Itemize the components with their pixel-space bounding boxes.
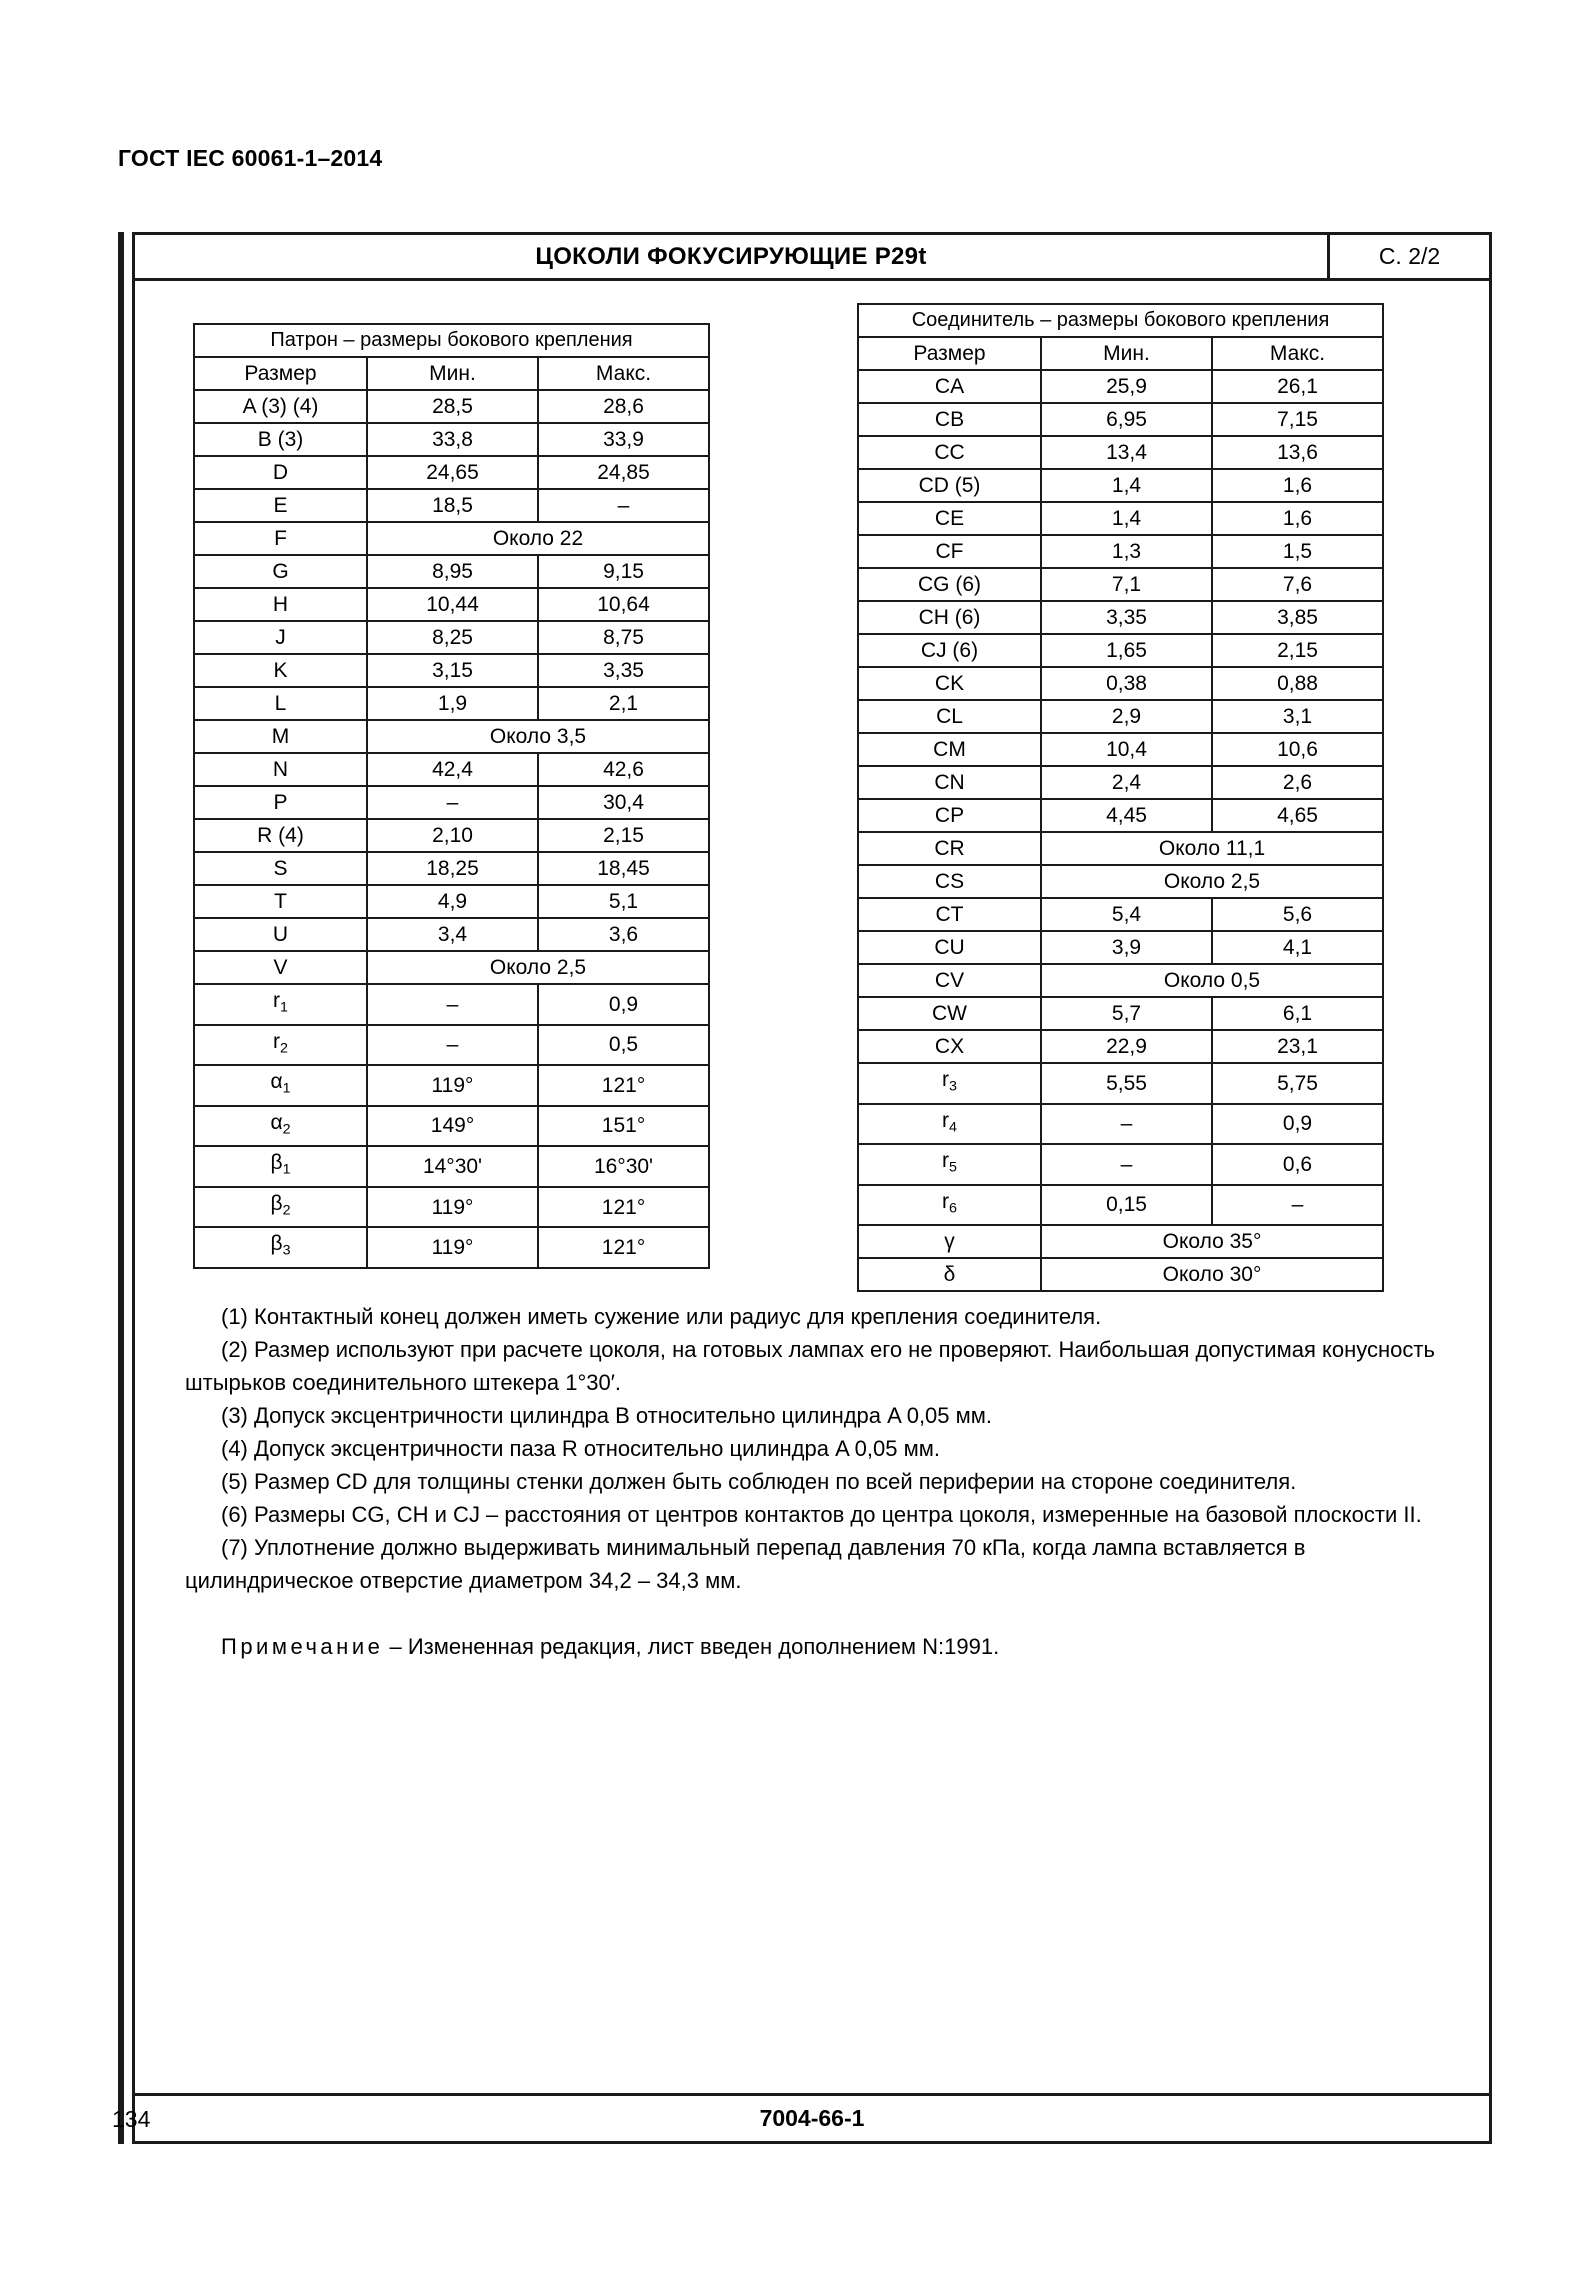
dimension-symbol: δ [858,1258,1041,1291]
dimension-min: 1,4 [1041,502,1212,535]
dimension-symbol: CT [858,898,1041,931]
table-row [858,733,1383,766]
dimension-symbol: M [194,720,367,753]
table-row [858,964,1383,997]
table-row [858,1104,1383,1145]
table-caption-row [194,324,709,357]
dimension-symbol: CP [858,799,1041,832]
dimension-symbol: F [194,522,367,555]
dimension-max: 3,6 [538,918,709,951]
dimension-symbol: CN [858,766,1041,799]
dimension-min: 1,65 [1041,634,1212,667]
dimension-min: 10,4 [1041,733,1212,766]
dimension-min: 3,9 [1041,931,1212,964]
dimension-max: 16°30' [538,1146,709,1187]
dimension-symbol: $r_4$ [858,1104,1041,1145]
dimension-min: – [1041,1104,1212,1145]
dimension-symbol: R (4) [194,819,367,852]
dimension-min: 8,25 [367,621,538,654]
table-row [194,423,709,456]
dimension-symbol: CX [858,1030,1041,1063]
dimension-min: 0,15 [1041,1185,1212,1226]
dimension-max: 42,6 [538,753,709,786]
dimension-max: 2,15 [1212,634,1383,667]
dimension-min: 2,9 [1041,700,1212,733]
dimension-min: 28,5 [367,390,538,423]
footnotes-block [185,1300,1453,1663]
dimension-min: 22,9 [1041,1030,1212,1063]
dimension-min: 149° [367,1106,538,1147]
dimension-max: 1,6 [1212,502,1383,535]
dimension-max: 2,1 [538,687,709,720]
dimension-max: 1,5 [1212,535,1383,568]
table-row [194,984,709,1025]
dimension-min: 4,45 [1041,799,1212,832]
table-row [194,951,709,984]
dimension-max: 5,1 [538,885,709,918]
table-row [858,535,1383,568]
dimension-max: 0,9 [538,984,709,1025]
dimension-max: 10,64 [538,588,709,621]
dimension-min: – [367,786,538,819]
table-row [194,456,709,489]
dimension-symbol: H [194,588,367,621]
column-header-0: Размер [194,357,367,390]
dimension-span-value: Около 3,5 [367,720,709,753]
dimension-min: 119° [367,1187,538,1228]
dimension-span-value: Около 35° [1041,1225,1383,1258]
dimension-symbol: CF [858,535,1041,568]
dimension-symbol: CA [858,370,1041,403]
column-header-2: Макс. [1212,337,1383,370]
table-row [858,634,1383,667]
footnote-list [185,1300,1453,1597]
table-row [858,403,1383,436]
dimension-symbol: $r_2$ [194,1025,367,1066]
footnote-item: (6) Размеры CG, CH и CJ – расстояния от центров контактов до центра цоколя, измеренные на базовой плоскости II. [221,1502,1422,1527]
dimension-min: – [367,1025,538,1066]
dimension-min: 42,4 [367,753,538,786]
column-header-1: Мин. [1041,337,1212,370]
dimension-symbol: N [194,753,367,786]
dimension-symbol: CL [858,700,1041,733]
table-row [858,931,1383,964]
dimension-max: 30,4 [538,786,709,819]
dimension-min: 3,15 [367,654,538,687]
table-row [194,1227,709,1268]
table-row [858,799,1383,832]
dimension-span-value: Около 30° [1041,1258,1383,1291]
dimension-min: 5,4 [1041,898,1212,931]
dimension-min: 0,38 [1041,667,1212,700]
dimension-min: 10,44 [367,588,538,621]
dimension-min: 4,9 [367,885,538,918]
connector-table-body [858,304,1383,1291]
dimension-max: 3,35 [538,654,709,687]
dimension-max: 5,75 [1212,1063,1383,1104]
table-row [858,469,1383,502]
dimension-max: 121° [538,1065,709,1106]
table-row [194,390,709,423]
dimension-symbol: $\alpha_1$ [194,1065,367,1106]
dimension-symbol: $\alpha_2$ [194,1106,367,1147]
dimension-symbol: CH (6) [858,601,1041,634]
dimension-symbol: J [194,621,367,654]
dimension-symbol: CG (6) [858,568,1041,601]
dimension-min: – [1041,1144,1212,1185]
dimension-max: 2,6 [1212,766,1383,799]
dimension-max: 0,5 [538,1025,709,1066]
table-row [858,865,1383,898]
table-row [858,1030,1383,1063]
table-row [194,687,709,720]
table-row [858,601,1383,634]
dimension-max: – [538,489,709,522]
dimension-max: 2,15 [538,819,709,852]
dimension-symbol: S [194,852,367,885]
table-row [858,997,1383,1030]
table-row [858,898,1383,931]
dimension-max: 33,9 [538,423,709,456]
dimension-max: 8,75 [538,621,709,654]
dimension-max: 0,6 [1212,1144,1383,1185]
table-row [194,819,709,852]
dimension-min: 7,1 [1041,568,1212,601]
dimension-min: 25,9 [1041,370,1212,403]
table-row [858,1144,1383,1185]
dimension-min: 1,4 [1041,469,1212,502]
sheet-title: ЦОКОЛИ ФОКУСИРУЮЩИЕ P29t [535,242,927,270]
dimension-max: 9,15 [538,555,709,588]
dimension-symbol: CB [858,403,1041,436]
dimension-symbol: L [194,687,367,720]
dimension-max: 3,1 [1212,700,1383,733]
dimension-symbol: CC [858,436,1041,469]
table-row [194,1065,709,1106]
socket-dimensions-table [193,323,710,1269]
dimension-min: 119° [367,1065,538,1106]
dimension-max: 18,45 [538,852,709,885]
column-header-2: Макс. [538,357,709,390]
sheet-title-band [135,235,1489,281]
editorial-remark [185,1630,1453,1663]
footnote-item: (5) Размер CD для толщины стенки должен быть соблюден по всей периферии на стороне соединителя. [221,1469,1297,1494]
dimension-span-value: Около 11,1 [1041,832,1383,865]
dimension-max: 5,6 [1212,898,1383,931]
dimension-min: 8,95 [367,555,538,588]
table-row [194,489,709,522]
table-row [194,1146,709,1187]
dimension-span-value: Около 2,5 [367,951,709,984]
table-row [194,555,709,588]
dimension-symbol: $r_5$ [858,1144,1041,1185]
dimension-max: 4,65 [1212,799,1383,832]
dimension-min: 6,95 [1041,403,1212,436]
column-header-0: Размер [858,337,1041,370]
sheet-footer-band [135,2093,1489,2141]
table-row [194,1025,709,1066]
dimension-symbol: D [194,456,367,489]
dimension-min: 18,5 [367,489,538,522]
dimension-max: 24,85 [538,456,709,489]
dimension-symbol: CK [858,667,1041,700]
dimension-symbol: CS [858,865,1041,898]
column-header-1: Мин. [367,357,538,390]
dimension-symbol: $\beta_1$ [194,1146,367,1187]
table-row [858,1185,1383,1226]
table-row [194,753,709,786]
dimension-min: 1,9 [367,687,538,720]
margin-change-bar [118,232,124,2144]
dimension-min: 3,35 [1041,601,1212,634]
table-row [194,588,709,621]
sheet-page-label: С. 2/2 [1327,235,1489,278]
dimension-max: 121° [538,1227,709,1268]
dimension-symbol: T [194,885,367,918]
dimension-min: 1,3 [1041,535,1212,568]
document-standard-reference: ГОСТ IEC 60061-1–2014 [118,145,383,171]
dimension-span-value: Около 22 [367,522,709,555]
dimension-max: 1,6 [1212,469,1383,502]
dimension-symbol: CD (5) [858,469,1041,502]
dimension-min: 119° [367,1227,538,1268]
dimension-min: 5,7 [1041,997,1212,1030]
remark-text: – Измененная редакция, лист введен дополнением N:1991. [389,1634,1000,1659]
table-row [194,852,709,885]
table-row [858,568,1383,601]
table-row [194,1106,709,1147]
table-header-row [858,337,1383,370]
table-row [194,885,709,918]
socket-table-body [194,324,709,1268]
table-row [194,621,709,654]
table-row [858,700,1383,733]
dimension-max: 0,88 [1212,667,1383,700]
dimension-max: 3,85 [1212,601,1383,634]
dimension-max: 121° [538,1187,709,1228]
dimension-min: 2,10 [367,819,538,852]
data-sheet-frame [132,232,1492,2144]
table-row [194,654,709,687]
dimension-max: 28,6 [538,390,709,423]
table-caption: Патрон – размеры бокового крепления [194,324,709,357]
dimension-min: 13,4 [1041,436,1212,469]
footnote-item: (2) Размер используют при расчете цоколя, на готовых лампах его не проверяют. Наибольшая допустимая конусность штырьков соединительного штекера 1°30′. [185,1337,1435,1395]
dimension-max: 151° [538,1106,709,1147]
dimension-symbol: E [194,489,367,522]
page-number: 134 [112,2106,151,2132]
remark-label: Примечание [221,1634,384,1659]
table-row [858,667,1383,700]
table-row [194,786,709,819]
table-caption: Соединитель – размеры бокового крепления [858,304,1383,337]
table-row [858,436,1383,469]
table-row [858,502,1383,535]
dimension-max: 6,1 [1212,997,1383,1030]
footnote-item: (4) Допуск эксцентричности паза R относительно цилиндра A 0,05 мм. [221,1436,940,1461]
dimension-symbol: P [194,786,367,819]
table-row [858,766,1383,799]
dimension-symbol: V [194,951,367,984]
dimension-max: 0,9 [1212,1104,1383,1145]
table-caption-row [858,304,1383,337]
dimension-symbol: CU [858,931,1041,964]
dimension-symbol: $\beta_3$ [194,1227,367,1268]
dimension-symbol: $r_6$ [858,1185,1041,1226]
dimension-min: – [367,984,538,1025]
table-row [194,720,709,753]
footnote-item: (3) Допуск эксцентричности цилиндра B относительно цилиндра A 0,05 мм. [221,1403,992,1428]
dimension-symbol: $r_3$ [858,1063,1041,1104]
footnote-item: (7) Уплотнение должно выдерживать минимальный перепад давления 70 кПа, когда лампа вставляется в цилиндрическое отверстие диаметром 34,2 – 34,3 мм. [185,1535,1306,1593]
dimension-symbol: CV [858,964,1041,997]
table-row [194,522,709,555]
dimension-symbol: $\beta_2$ [194,1187,367,1228]
dimension-span-value: Около 0,5 [1041,964,1383,997]
dimension-min: 14°30' [367,1146,538,1187]
table-row [858,370,1383,403]
dimension-max: 7,6 [1212,568,1383,601]
dimension-min: 24,65 [367,456,538,489]
dimension-max: 13,6 [1212,436,1383,469]
table-row [858,1225,1383,1258]
sheet-reference-code: 7004-66-1 [759,2105,865,2131]
table-row [194,1187,709,1228]
dimension-min: 3,4 [367,918,538,951]
table-row [194,918,709,951]
dimension-symbol: CR [858,832,1041,865]
dimension-symbol: K [194,654,367,687]
footnote-item: (1) Контактный конец должен иметь сужение или радиус для крепления соединителя. [221,1304,1102,1329]
dimension-max: – [1212,1185,1383,1226]
table-header-row [194,357,709,390]
dimension-max: 10,6 [1212,733,1383,766]
dimension-symbol: $r_1$ [194,984,367,1025]
dimension-symbol: G [194,555,367,588]
dimension-min: 33,8 [367,423,538,456]
dimension-span-value: Около 2,5 [1041,865,1383,898]
connector-dimensions-table [857,303,1384,1292]
dimension-min: 5,55 [1041,1063,1212,1104]
dimension-max: 23,1 [1212,1030,1383,1063]
dimension-symbol: CJ (6) [858,634,1041,667]
table-row [858,1258,1383,1291]
dimension-symbol: γ [858,1225,1041,1258]
dimension-symbol: CW [858,997,1041,1030]
dimension-max: 4,1 [1212,931,1383,964]
dimension-symbol: CM [858,733,1041,766]
table-row [858,1063,1383,1104]
dimension-max: 26,1 [1212,370,1383,403]
table-row [858,832,1383,865]
dimension-min: 2,4 [1041,766,1212,799]
dimension-min: 18,25 [367,852,538,885]
dimension-symbol: A (3) (4) [194,390,367,423]
dimension-symbol: CE [858,502,1041,535]
dimension-symbol: B (3) [194,423,367,456]
dimension-symbol: U [194,918,367,951]
dimension-max: 7,15 [1212,403,1383,436]
